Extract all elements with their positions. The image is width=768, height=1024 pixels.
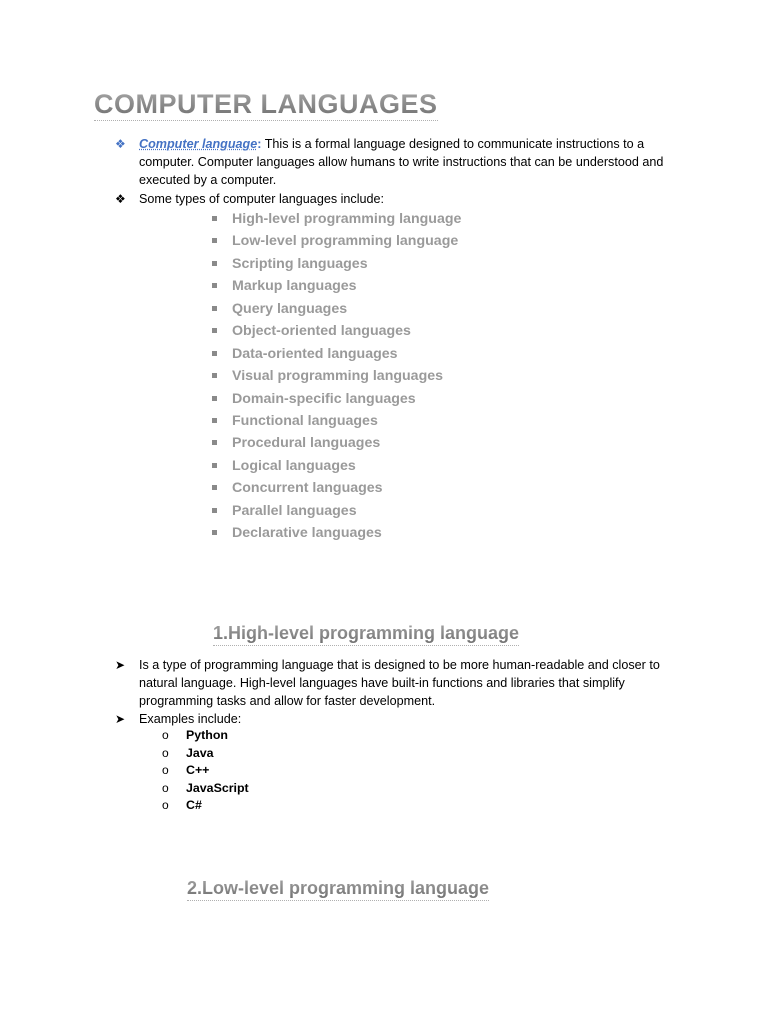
circle-bullet-icon: o <box>162 798 169 813</box>
diamond-bullet-icon: ❖ <box>115 191 126 206</box>
list-item <box>210 477 461 499</box>
list-item <box>210 208 461 230</box>
list-item <box>210 410 461 432</box>
list-item-label: Parallel languages <box>232 502 357 519</box>
list-item <box>210 275 461 297</box>
square-bullet-icon <box>212 306 217 311</box>
square-bullet-icon <box>212 351 217 356</box>
square-bullet-icon <box>212 485 217 490</box>
list-item <box>210 298 461 320</box>
list-item <box>210 320 461 342</box>
list-item <box>162 745 249 763</box>
list-item-label: Declarative languages <box>232 525 382 542</box>
types-intro-text: Some types of computer languages include: <box>139 191 385 206</box>
list-item-label: Domain-specific languages <box>232 390 416 407</box>
square-bullet-icon <box>212 418 217 423</box>
list-item <box>162 797 249 815</box>
example-label: JavaScript <box>186 780 249 795</box>
square-bullet-icon <box>212 238 217 243</box>
list-item-label: Query languages <box>232 300 348 317</box>
arrow-bullet-icon: ➤ <box>115 658 126 672</box>
description-text: Is a type of programming language that is designed to be more human-readable and closer to natural language. High-level languages have built-in functions and libraries that simplify programming tasks and allow for faster development. <box>139 658 660 708</box>
list-item <box>210 388 461 410</box>
section-heading-high-level: 1.High-level programming language <box>213 621 519 646</box>
list-item <box>210 230 461 252</box>
example-label: C# <box>186 798 202 813</box>
examples-intro-text: Examples include: <box>139 711 242 726</box>
list-item-label: Visual programming languages <box>232 368 444 385</box>
list-item-label: Scripting languages <box>232 255 368 272</box>
list-item <box>210 432 461 454</box>
circle-bullet-icon: o <box>162 763 169 778</box>
square-bullet-icon <box>212 373 217 378</box>
circle-bullet-icon: o <box>162 745 169 760</box>
list-item <box>210 522 461 544</box>
list-item-label: Concurrent languages <box>232 480 383 497</box>
examples-list <box>162 727 249 815</box>
arrow-bullet-icon: ➤ <box>115 711 126 726</box>
list-item-label: Functional languages <box>232 412 378 429</box>
example-label: Java <box>186 745 214 760</box>
section-heading-low-level: 2.Low-level programming language <box>187 876 489 901</box>
list-item <box>210 365 461 387</box>
square-bullet-icon <box>212 508 217 513</box>
list-item-label: Data-oriented languages <box>232 345 398 362</box>
square-bullet-icon <box>212 463 217 468</box>
list-item-label: High-level programming language <box>232 211 462 227</box>
page-title: COMPUTER LANGUAGES <box>94 89 438 119</box>
circle-bullet-icon: o <box>162 780 169 795</box>
list-item-label: Procedural languages <box>232 435 381 452</box>
description-item <box>115 657 675 711</box>
list-item <box>162 727 249 745</box>
square-bullet-icon <box>212 261 217 266</box>
list-item <box>210 455 461 477</box>
diamond-bullet-icon: ❖ <box>115 137 126 151</box>
example-label: Python <box>186 728 228 742</box>
list-item-label: Markup languages <box>232 278 357 295</box>
square-bullet-icon <box>212 216 217 221</box>
list-item-label: Logical languages <box>232 457 356 474</box>
definition-colon: : <box>257 137 262 151</box>
list-item <box>210 253 461 275</box>
definition-text: This is a formal language designed to communicate instructions to a computer. Computer languages allow humans to write instructions that can be understood and executed by a computer. <box>139 137 664 188</box>
types-intro-item <box>115 190 675 208</box>
list-item-label: Low-level programming language <box>232 233 459 250</box>
list-item-label: Object-oriented languages <box>232 323 411 340</box>
definition-item <box>115 135 675 190</box>
intro-block <box>115 135 675 208</box>
square-bullet-icon <box>212 328 217 333</box>
list-item <box>210 343 461 365</box>
example-label: C++ <box>186 763 210 778</box>
language-types-list <box>210 208 461 545</box>
square-bullet-icon <box>212 530 217 535</box>
square-bullet-icon <box>212 396 217 401</box>
list-item <box>210 500 461 522</box>
definition-term: Computer language <box>139 137 258 151</box>
list-item <box>162 762 249 780</box>
square-bullet-icon <box>212 440 217 445</box>
circle-bullet-icon: o <box>162 728 169 742</box>
high-level-section <box>115 657 675 729</box>
examples-intro-item <box>115 711 675 729</box>
list-item <box>162 780 249 798</box>
square-bullet-icon <box>212 283 217 288</box>
